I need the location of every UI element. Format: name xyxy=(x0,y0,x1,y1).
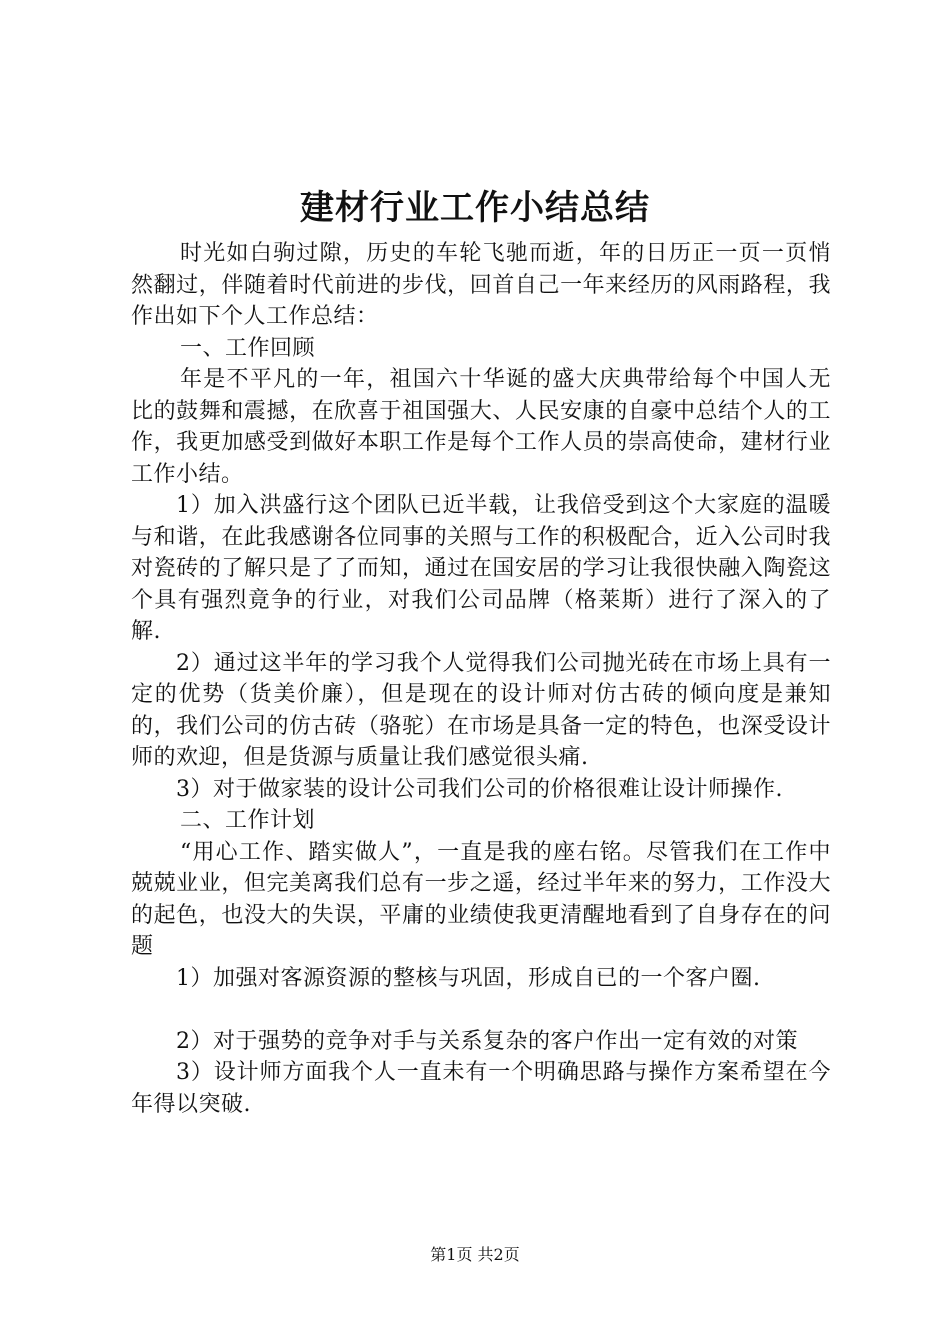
section-heading-plan: 二、工作计划 xyxy=(180,808,316,833)
plan-item-1: 1）加强对客源资源的整核与巩固，形成自已的一个客户圈. xyxy=(176,965,761,991)
review-item-1: 1）加入洪盛行这个团队已近半载，让我倍受到这个大家庭的温暖与和谐，在此我感谢各位同事的关照与工作的积极配合，近入公司时我对瓷砖的了解只是了了而知，通过在国安居的学习让我很快融入陶瓷这个具有强烈竟争的行业，对我们公司品牌（格莱斯）进行了深入的了解. xyxy=(131,493,831,644)
plan-item-2: 2）对于强势的竞争对手与关系复杂的客户作出一定有效的对策 xyxy=(176,1028,798,1054)
plan-item-3: 3）设计师方面我个人一直未有一个明确思路与操作方案希望在今年得以突破. xyxy=(131,1060,831,1117)
plan-paragraph: “用心工作、踏实做人”，一直是我的座右铭。尽管我们在工作中兢兢业业，但完美离我们总有一步之遥，经过半年来的努力，工作没大的起色，也没大的失误，平庸的业绩使我更清醒地看到了自身存在的问题 xyxy=(131,839,831,959)
intro-paragraph: 时光如白驹过隙，历史的车轮飞驰而逝，年的日历正一页一页悄然翻过，伴随着时代前进的步伐，回首自己一年来经历的风雨路程，我作出如下个人工作总结： xyxy=(131,241,831,329)
document-title: 建材行业工作小结总结 xyxy=(300,188,650,228)
review-item-3: 3）对于做家装的设计公司我们公司的价格很难让设计师操作. xyxy=(176,776,783,802)
review-item-2: 2）通过这半年的学习我个人觉得我们公司抛光砖在市场上具有一定的优势（货美价廉），但是现在的设计师对仿古砖的倾向度是兼知的，我们公司的仿古砖（骆驼）在市场是具备一定的特色，也深受设计师的欢迎，但是货源与质量让我们感觉很头痛. xyxy=(131,650,831,770)
section-heading-review: 一、工作回顾 xyxy=(180,335,316,361)
blank-line xyxy=(131,994,831,1026)
document-body xyxy=(131,238,831,1120)
review-paragraph: 年是不平凡的一年，祖国六十华诞的盛大庆典带给每个中国人无比的鼓舞和震撼，在欣喜于祖国强大、人民安康的自豪中总结个人的工作，我更加感受到做好本职工作是每个工作人员的崇高使命，建材行业工作小结。 xyxy=(131,367,831,487)
page-number-footer: 第1页 共2页 xyxy=(430,1245,520,1264)
